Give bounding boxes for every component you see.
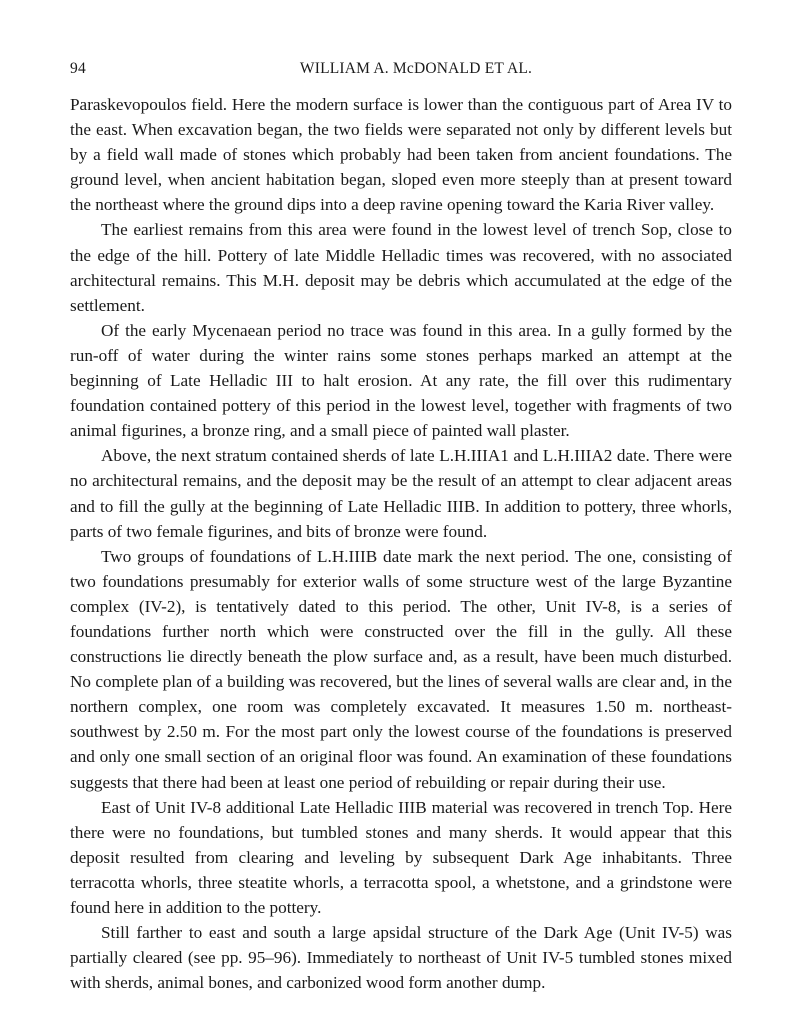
paragraph: Still farther to east and south a large apsidal structure of the Dark Age (Unit IV-5) was partially cleared (see pp. 95–96). Immediately to northeast of Unit IV-5 tumbled stones mixed with sherds, animal bones, and carbonized wood form another dump. xyxy=(70,923,732,993)
paragraph: Two groups of foundations of L.H.IIIB date mark the next period. The one, consisting of two foundations presumably for exterior walls of some structure west of the large Byzantine complex (IV-2), is tentatively dated to this period. The other, Unit IV-8, is a series of foundations further north which were constructed over the fill in the gully. All these constructions lie directly beneath the plow surface and, as a result, have been much disturbed. No complete plan of a building was recovered, but the lines of several walls are clear and, in the northern complex, one room was completely excavated. It measures 1.50 m. northeast-southwest by 2.50 m. For the most part only the lowest course of the foundations is preserved and only one small section of an original floor was found. An examination of these foundations suggests that there had been at least one period of rebuilding or repair during their use. xyxy=(70,546,732,792)
body-text xyxy=(70,92,732,995)
paragraph: The earliest remains from this area were found in the lowest level of trench Sop, close to the edge of the hill. Pottery of late Middle Helladic times was recovered, with no associated architectural remains. This M.H. deposit may be debris which accumulated at the edge of the settlement. xyxy=(70,220,732,315)
paragraph: East of Unit IV-8 additional Late Helladic IIIB material was recovered in trench Top. Here there were no foundations, but tumbled stones and many sherds. It would appear that this deposit resulted from clearing and leveling by subsequent Dark Age inhabitants. Three terracotta whorls, three steatite whorls, a terracotta spool, a whetstone, and a grindstone were found here in addition to the pottery. xyxy=(70,797,732,917)
paragraph: Of the early Mycenaean period no trace was found in this area. In a gully formed by the run-off of water during the winter rains some stones perhaps marked an attempt at the beginning of Late Helladic III to halt erosion. At any rate, the fill over this rudimentary foundation contained pottery of this period in the lowest level, together with fragments of two animal figurines, a bronze ring, and a small piece of painted wall plaster. xyxy=(70,320,732,441)
page-number: 94 xyxy=(70,60,86,77)
paragraph-continued: Paraskevopoulos field. Here the modern surface is lower than the contiguous part of Area IV to the east. When excavation began, the two fields were separated not only by different levels but by a field wall made of stones which probably had been taken from ancient foundations. The ground level, when ancient habitation began, sloped even more steeply than at present toward the northeast where the ground dips into a deep ravine opening toward the Karia River valley. xyxy=(70,95,732,215)
paragraph: Above, the next stratum contained sherds of late L.H.IIIA1 and L.H.IIIA2 date. There were no architectural remains, and the deposit may be the result of an attempt to clear adjacent areas and to fill the gully at the beginning of Late Helladic IIIB. In addition to pottery, three whorls, parts of two female figurines, and bits of bronze were found. xyxy=(70,446,732,541)
running-head xyxy=(70,56,732,82)
running-title: WILLIAM A. McDONALD ET AL. xyxy=(299,60,533,77)
page xyxy=(70,56,732,995)
